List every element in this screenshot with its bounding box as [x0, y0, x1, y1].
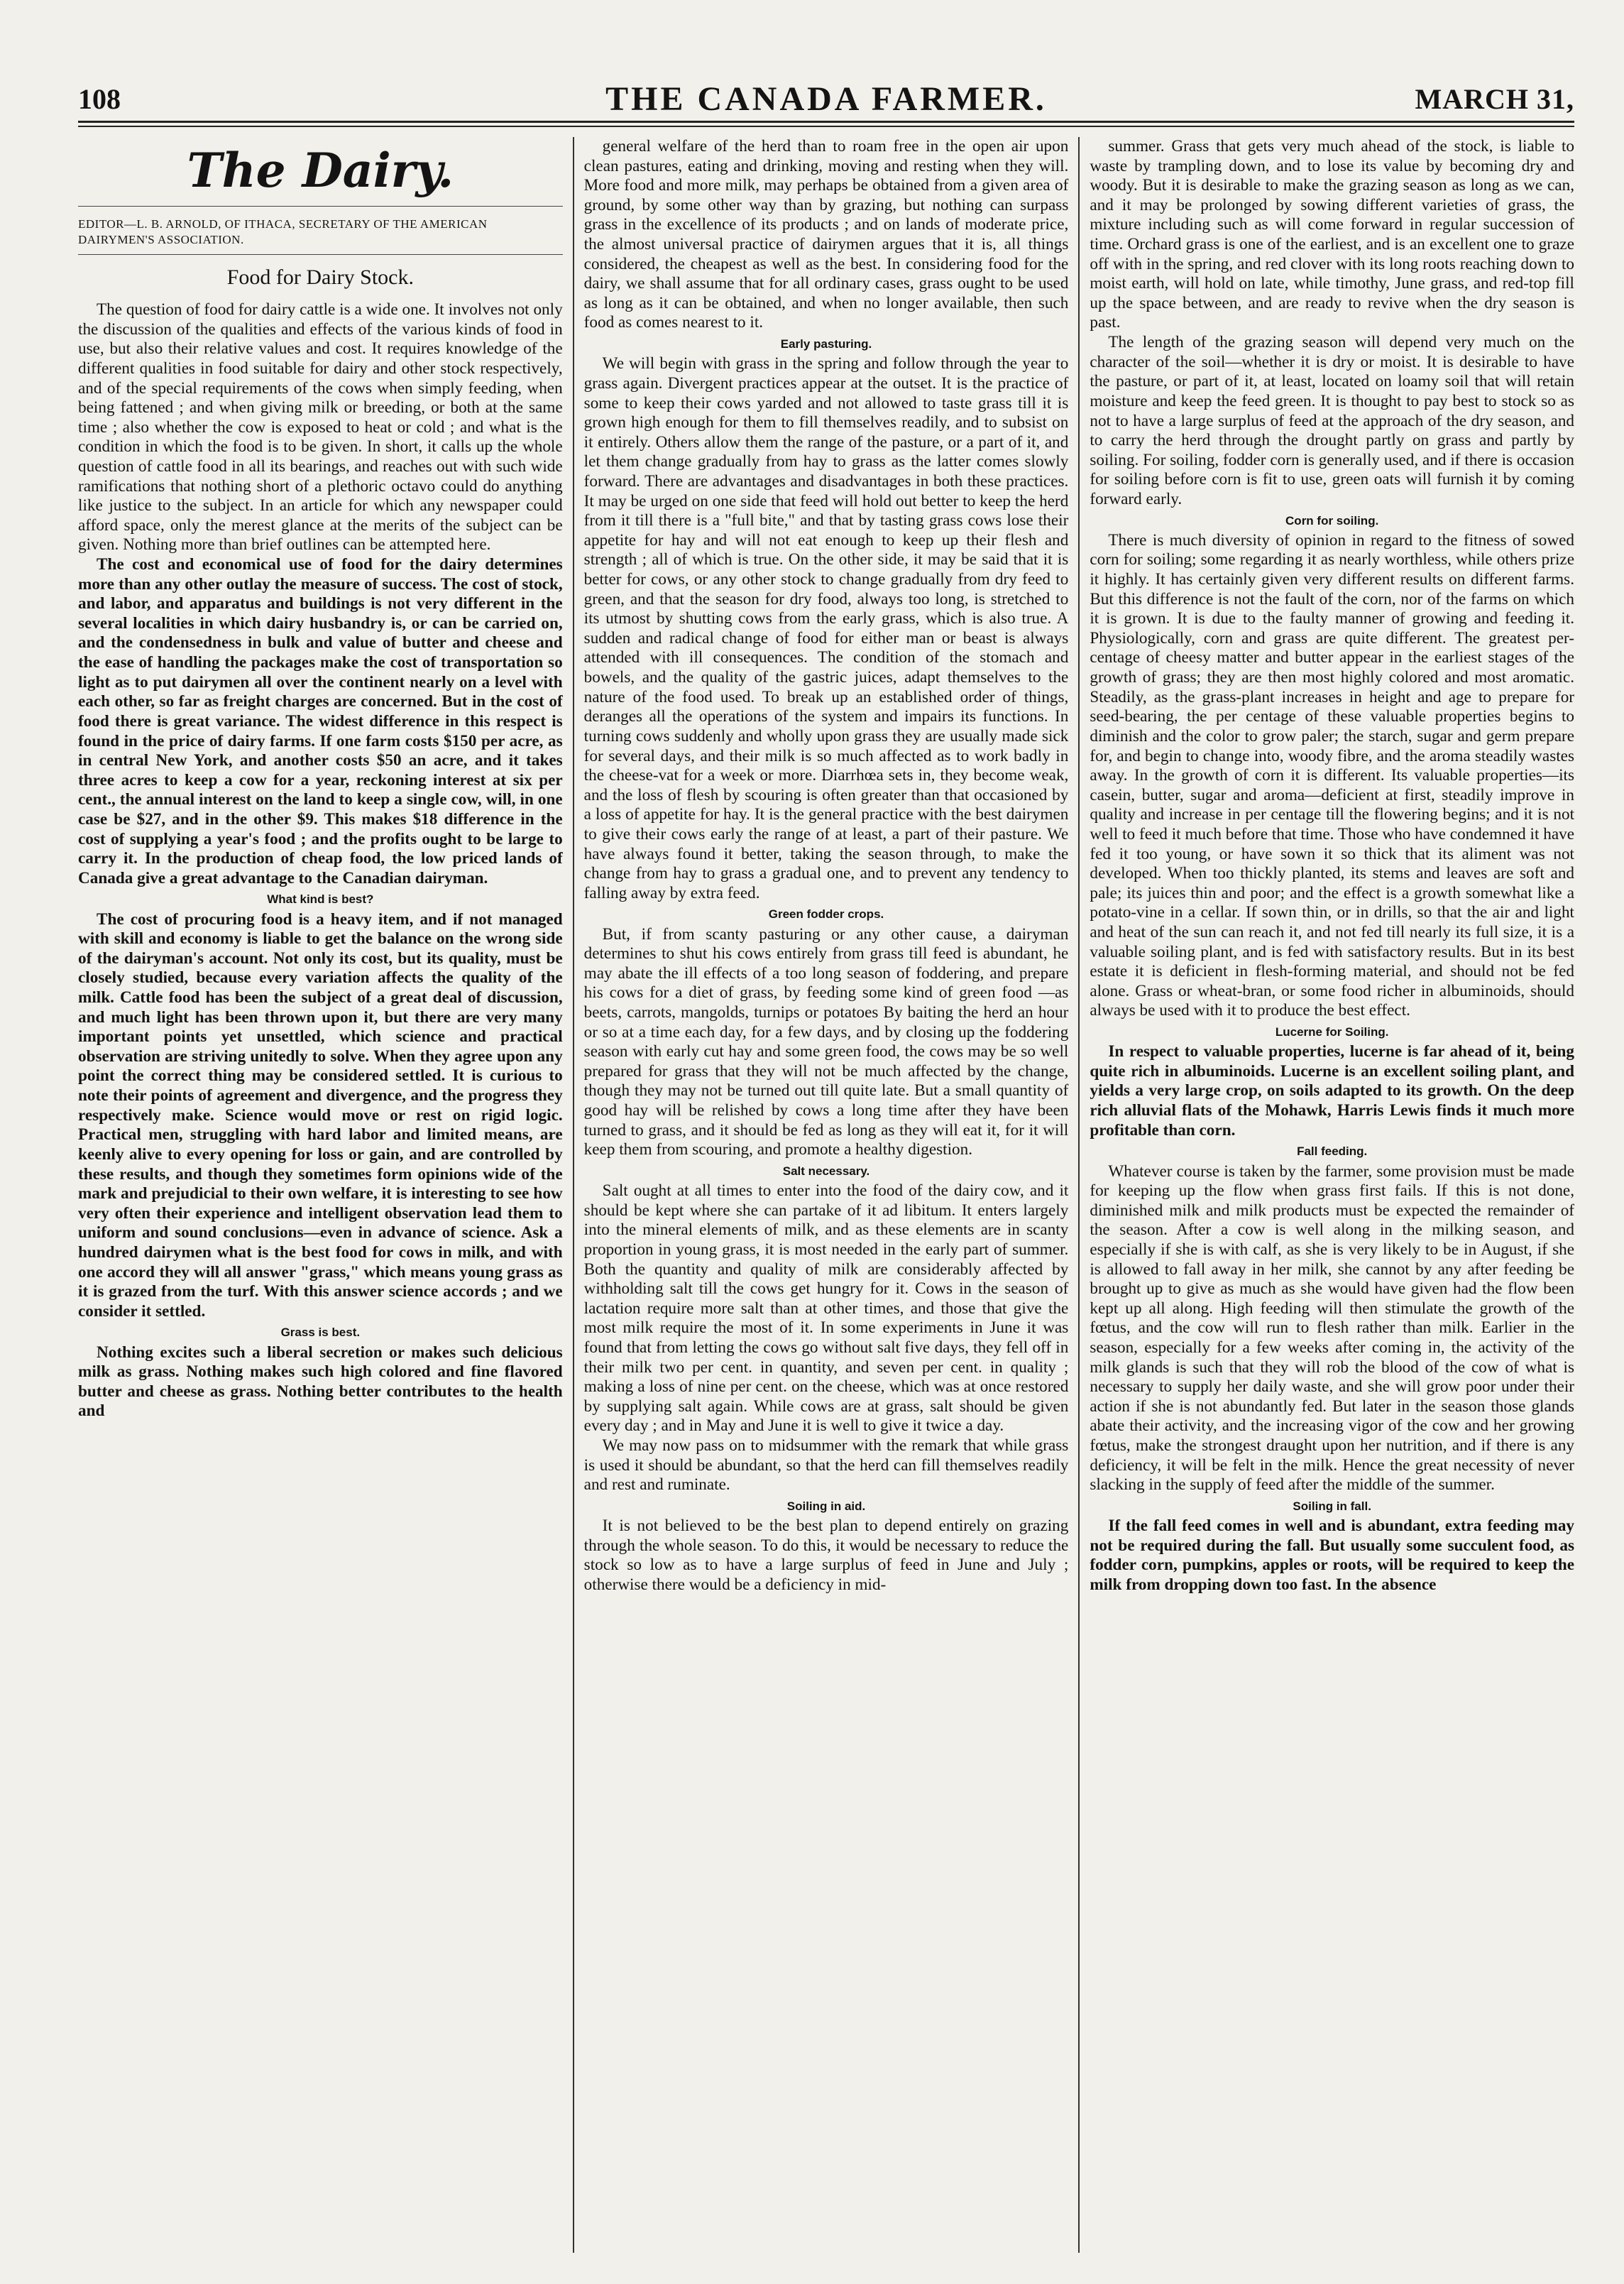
paragraph: The cost of procuring food is a heavy item, and if not managed with skill and economy is liable to get the balance on the wrong side of the dairyman's account. Not only its cost, but its quality, must be closely studied, because every variation affects the quality of the milk. Cattle food has been the subject of a great deal of discussion, and much light has been thrown upon it, but there are very many important points yet unsettled, which science and practical observation are striving unitedly to solve. When they agree upon any point the correct thing may be considered settled. It is curious to note their points of agreement and divergence, and the progress they respectively make. Science would move or rest on rigid logic. Practical men, struggling with hard labor and limited means, are keenly alive to every opening for loss or gain, and are controlled by these results, and though they sometimes form opinions wide of the mark and prejudicial to their own welfare, it is interesting to see how very often their experience and intelligent observation lead them to uniform and sound conclusions—even in advance of science. Ask a hundred dairymen what is the best food for cows in milk, and with one accord they will all answer "grass," which means young grass as it is grazed from the turf. With this answer science accords ; and we consider it settled. [78, 909, 563, 1321]
paragraph: But, if from scanty pasturing or any other cause, a dairyman determines to shut his cows entirely from grass till feed is abundant, he may abate the ill effects of a too long season of foddering, and prepare his cows for a diet of grass, by feeding some kind of green food —as beets, carrots, mangolds, turnips or potatoes By baiting the herd an hour or so at a time each day, for a few days, and by closing up the foddering season with early cut hay and some green food, the cows may be so well prepared for grass that they will not be much affected by the change, though they may not be turned out till quite late. But a small quantity of good hay will be relished by cows a long time after they have been turned to grass, and it should be fed as long as they will eat it, for it will keep them from scouring, and promote a healthy digestion. [583, 924, 1069, 1159]
masthead-rule [78, 121, 1574, 127]
paragraph: If the fall feed comes in well and is abundant, extra feeding may not be required during the fall. But usually some succulent food, as fodder corn, pumpkins, apples or roots, will be required to keep the milk from dropping down too fast. In the absence [1090, 1517, 1575, 1594]
paragraph: The cost and economical use of food for the dairy determines more than any other outlay the measure of success. The cost of stock, and labor, and apparatus and buildings is not very different in the several localities in which dairy husbandry is, or can be carried on, and the condensedness in bulk and value of butter and cheese and the ease of handling the packages make the cost of transportation so light as to put dairymen all over the continent nearly on a level with each other, so far as freight charges are concerned. But in the cost of food there is great variance. The widest difference in this respect is found in the price of dairy farms. If one farm costs $150 per acre, as in central New York, and another costs $50 an acre, and it takes three acres to keep a cow for a year, reckoning interest at six per cent., the annual interest on the land to keep a single cow, will, in one case be $27, and in the other $9. This makes $18 difference in the cost of supplying a year's food ; and the profits ought to be large to carry it. In the production of cheap food, the low priced lands of Canada give a great advantage to the Canadian dairyman. [78, 555, 563, 887]
paragraph: In respect to valuable properties, lucerne is far ahead of it, being quite rich in albuminoids. Lucerne is an excellent soiling plant, and yields a very large crop, on soils adapted to its growth. On the deep rich alluvial flats of the Mohawk, Harris Lewis finds it much more profitable than corn. [1090, 1042, 1575, 1140]
department-heading: The Dairy. [187, 143, 454, 198]
paragraph: Nothing excites such a liberal secretion or makes such delicious milk as grass. Nothing makes such high colored and fine flavored butter and cheese as grass. Nothing better contributes to the health and [78, 1343, 563, 1421]
subheading: Salt necessary. [782, 1164, 870, 1178]
paragraph: summer. Grass that gets very much ahead of the stock, is liable to waste by trampling down, and to lose its value by becoming dry and woody. But it is desirable to make the grazing season as long as we can, and it may be prolonged by sowing different varieties of grass, the mixture including such as will come forward in regular succession of time. Orchard grass is one of the earliest, and is an excellent one to graze off with in the spring, and red clover with its long roots reaching down to moist earth, will hold on late, while timothy, June grass, and red-top fill up the space between, and are ready to revive when the dry season is past. [1090, 137, 1575, 332]
editor-line: EDITOR—L. B. ARNOLD, OF ITHACA, SECRETARY OF THE AMERICAN DAIRYMEN'S ASSOCIATION. [78, 217, 488, 247]
newspaper-title: THE CANADA FARMER. [605, 80, 1047, 118]
subheading: Green fodder crops. [768, 907, 884, 922]
paragraph: We may now pass on to midsummer with the remark that while grass is used it should be abundant, so that the herd can fill themselves readily and rest and ruminate. [583, 1436, 1069, 1495]
subheading: Soiling in aid. [786, 1499, 866, 1513]
paragraph: The question of food for dairy cattle is a wide one. It involves not only the discussion of the qualities and effects of the various kinds of food in use, but also their relative values and cost. It requires knowledge of the different qualities in food suitable for dairy and other stock respectively, and of the special requirements of the cows when simply feeding, when being fattened ; and when giving milk or breeding, or both at the same time ; also whether the cow is exposed to heat or cold ; and what is the condition in which the food is to be given. In short, it calls up the whole question of cattle food in all its bearings, and reaches out with such wide ramifications that nothing short of a plethoric octavo could do anything like justice to the subject. In an article for which any newspaper could afford space, only the merest glance at the merits of the subject can be given. Nothing more than brief outlines can be attempted here. [78, 300, 563, 554]
columns [78, 137, 1574, 2253]
subheading: Soiling in fall. [1293, 1499, 1371, 1513]
page-number: 108 [78, 83, 121, 115]
divider [78, 206, 563, 207]
paragraph: Whatever course is taken by the farmer, some provision must be made for keeping up the flow when grass first fails. If this is not done, diminished milk and milk products must be expected the remainder of the season. After a cow is well along in the milking season, and especially if she is with calf, as she is very likely to be in August, if she is allowed to fall away in her milk, she cannot by any after feeding be brought up to give as much as she would have given had the flow been kept up all along. High feeding will then stimulate the growth of the fœtus, and the cow will run to flesh rather than milk. Earlier in the season, especially for a few weeks after coming in, the activity of the milk glands is such that they will rob the blood of the cow of what is necessary to supply her daily waste, and she will grow poor under their action if she is not abundantly fed. But later in the season those glands abate their activity, and the increasing vigor of the cow and her growing fœtus, make the strongest draught upon her nutrition, and if there is any deficiency, it will be felt in the milk. Hence the great necessity of never slacking in the supply of feed after the middle of the summer. [1090, 1162, 1575, 1495]
masthead [78, 77, 1574, 118]
divider [78, 254, 563, 255]
subheading: Fall feeding. [1297, 1144, 1368, 1159]
subheading: Grass is best. [280, 1326, 361, 1340]
paragraph: It is not believed to be the best plan to depend entirely on grazing through the whole season. To do this, it would be necessary to reduce the stock so low as to have a large surplus of feed in June and July ; otherwise there would be a deficiency in mid- [583, 1517, 1069, 1594]
paragraph: The length of the grazing season will depend very much on the character of the soil—whether it is dry or moist. It is desirable to have the pasture, or part of it, at least, located on loamy soil that will retain moisture and keep the feed green. It is thought to pay best to stock so as not to have a large surplus of feed at the approach of the dry season, and to carry the herd through the drought partly on grass and partly by soiling. For soiling, fodder corn is generally used, and if there is occasion for soiling before corn is fit to use, green oats will furnish it by coming forward early. [1090, 333, 1575, 508]
subheading: Lucerne for Soiling. [1275, 1025, 1389, 1039]
issue-date: MARCH 31, [1415, 83, 1574, 115]
column-3 [1078, 137, 1574, 2253]
subheading: Corn for soiling. [1285, 513, 1379, 528]
column-2 [573, 137, 1079, 2253]
paragraph: general welfare of the herd than to roam free in the open air upon clean pastures, eating and drinking, moving and resting when they will. More food and more milk, may perhaps be obtained from a given area of ground, by some other way than by grazing, but nothing can surpass grass in the excellence of its products ; and on lands of moderate price, the almost universal practice of dairymen argues that it is, all things considered, the cheapest as well as the best. In considering food for the dairy, we shall assume that for all ordinary cases, grass ought to be used as long as it can be obtained, and when no longer available, then such food as comes nearest to it. [583, 137, 1069, 332]
subheading: Early pasturing. [780, 337, 872, 351]
paragraph: Salt ought at all times to enter into the food of the dairy cow, and it should be kept where she can partake of it ad libitum. It enters largely into the mineral elements of milk, and as these elements are in scanty proportion in young grass, it is most needed in the early part of summer. Both the quantity and quality of milk are considerably affected by withholding salt till the cows get hungry for it. Cows in the season of lactation require more salt than at other times, and those that give the most milk require the most of it. In some experiments in June it was found that from letting the cows go without salt five days, they fell off in their milk two per cent. in quantity, and seven per cent. in quality ; making a loss of nine per cent. on the cheese, which was at once restored by supplying salt again. While cows are at grass, salt should be given every day ; and in May and June it is well to give it twice a day. [583, 1181, 1069, 1436]
article-title: Food for Dairy Stock. [226, 266, 414, 290]
paragraph: We will begin with grass in the spring and follow through the year to grass again. Divergent practices appear at the outset. It is the practice of some to keep their cows yarded and not allowed to taste grass till it is grown high enough for them to fill themselves readily, and to subsist on it entirely. Others allow them the range of the pasture, or a part of it, and let them change gradually from hay to grass as the latter comes slowly forward. There are advantages and disadvantages in both these practices. It may be urged on one side that feed will hold out better to keep the herd from it till there is a "full bite," and that by tasting grass cows lose their appetite for hay and will not eat enough to keep up their flesh and strength ; all of which is true. On the other side, it may be said that it is better for cows, or any other stock to change gradually from dry feed to green, and that the season for dry food, always too long, is stretched to its utmost by shutting cows from the early grass, which is also true. A sudden and radical change of food for either man or beast is always attended with ill consequences. The condition of the stomach and bowels, and the quality of the gastric juices, adapt themselves to the nature of the food used. To break up an established order of things, deranges all the operations of the system and impairs its functions. In turning cows suddenly and wholly upon grass they are usually made sick for several days, and their milk is so much affected as to work badly in the cheese-vat for a week or more. Diarrhœa sets in, they become weak, and the loss of flesh by scouring is often greater than that occasioned by a loss of appetite for hay. It is the general practice with the best dairymen to give their cows early the range of at least, a part of their pasture. We have always found it better, taking the season through, to make the change from hay to grass a gradual one, and to prevent any tendency to falling away by extra feed. [583, 354, 1069, 902]
subheading: What kind is best? [267, 892, 374, 907]
column-1 [78, 137, 573, 2253]
paragraph: There is much diversity of opinion in regard to the fitness of sowed corn for soiling; some regarding it as nearly worthless, while others prize it highly. It has certainly given very different results on different farms. But this difference is not the fault of the corn, nor of the farms on which it is grown. It is due to the faulty manner of growing and feeding it. Physiologically, corn and grass are quite different. The greatest per-centage of cheesy matter and butter appear in the earliest stages of the growth of grass; they are then most highly colored and most aromatic. Steadily, as the grass-plant increases in height and age to prepare for seed-bearing, the per centage of these valuable properties begins to diminish and the color to grow paler; the starch, sugar and germ prepare for, and begin to change into, woody fibre, and the aroma steadily wastes away. In the growth of corn it is different. Its valuable properties—its casein, butter, sugar and aroma—deficient at first, steadily improve in quality and increase in per centage till the flowering begins; and it is not well to feed it much before that time. Those who have condemned it have fed it too young, or have sown it so thick that its aliment was not developed. When too thickly planted, its stems and leaves are soft and pale; its juices thin and poor; and the effect is a growth somewhat like a potato-vine in a cellar. If sown thin, or in drills, so that the air and light and heat of the sun can reach it, and not fed till nearly its full size, it is a valuable soiling plant, and is fed with satisfactory results. But in its best estate it is deficient in flesh-forming material, and should not be fed alone. Grass or wheat-bran, or some food richer in albuminoids, should always be used with it to produce the best effect. [1090, 530, 1575, 1020]
